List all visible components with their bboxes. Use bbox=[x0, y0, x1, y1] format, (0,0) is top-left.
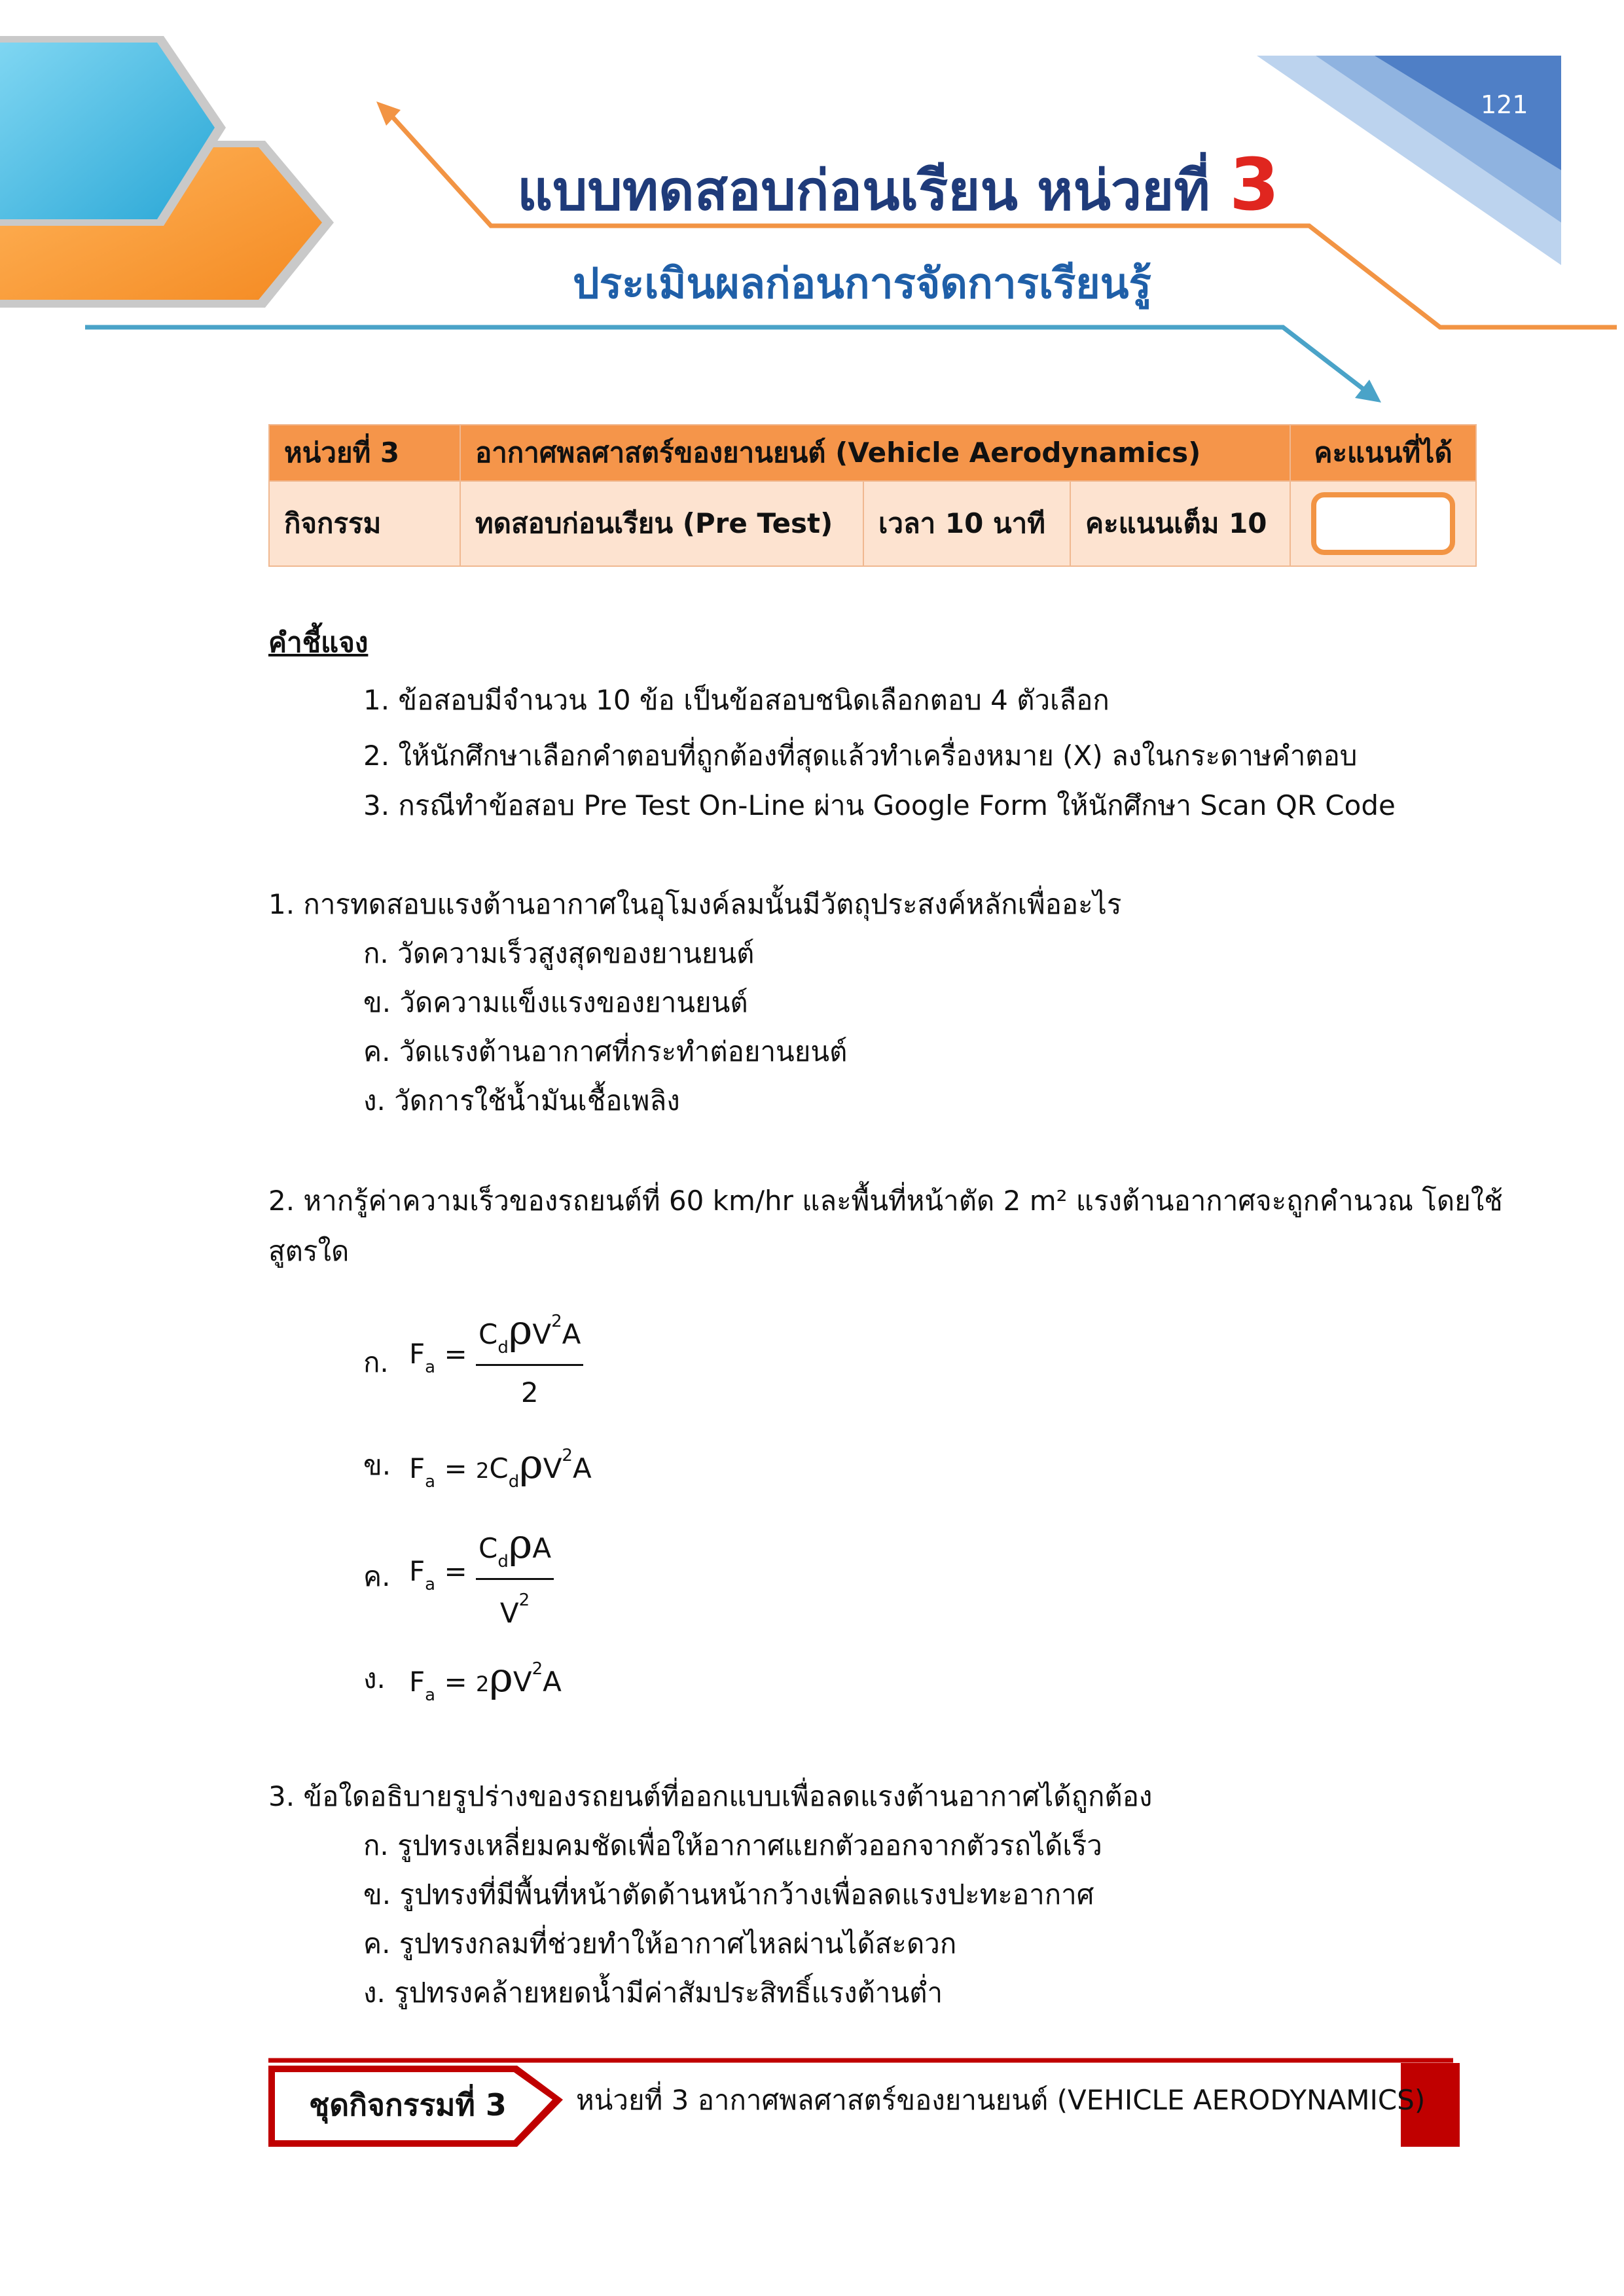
question-2-choice-label: ง. bbox=[363, 1662, 386, 1695]
activity-label-cell: กิจกรรม bbox=[269, 481, 460, 566]
score-header-cell: คะแนนที่ได้ bbox=[1290, 425, 1476, 481]
formula-c: $F_a$ = $\frac{C_d\rho A}{V^2}$ bbox=[409, 1520, 554, 1629]
instruction-item: 1. ข้อสอบมีจำนวน 10 ข้อ เป็นข้อสอบชนิดเลือกตอบ 4 ตัวเลือก bbox=[363, 684, 1110, 716]
page-title bbox=[517, 143, 1280, 234]
question-2-choice-label: ค. bbox=[363, 1560, 391, 1592]
question-3-text: 3. ข้อใดอธิบายรูปร่างของรถยนต์ที่ออกแบบเพื่อลดแรงต้านอากาศได้ถูกต้อง bbox=[268, 1780, 1153, 1812]
question-1-choice: ข. วัดความแข็งแรงของยานยนต์ bbox=[363, 986, 748, 1018]
question-2-text-cont: สูตรใด bbox=[268, 1235, 350, 1267]
question-3-choice: ข. รูปทรงที่มีพื้นที่หน้าตัดด้านหน้ากว้างเพื่อลดแรงปะทะอากาศ bbox=[363, 1878, 1094, 1910]
score-input-box[interactable] bbox=[1311, 492, 1455, 555]
unit-name-cell: อากาศพลศาสตร์ของยานยนต์ (Vehicle Aerodynamics) bbox=[460, 425, 1290, 481]
question-1-choice: ก. วัดความเร็วสูงสุดของยานยนต์ bbox=[363, 937, 755, 969]
instructions-heading: คำชี้แจง bbox=[268, 626, 369, 658]
unit-label-cell: หน่วยที่ 3 bbox=[269, 425, 460, 481]
question-3-choice: ค. รูปทรงกลมที่ช่วยทำให้อากาศไหลผ่านได้สะดวก bbox=[363, 1928, 957, 1960]
question-2-choice-label: ก. bbox=[363, 1346, 389, 1378]
title-text: แบบทดสอบก่อนเรียน หน่วยที่ bbox=[517, 158, 1210, 223]
page-number: 121 bbox=[1481, 90, 1528, 119]
full-score-cell: คะแนนเต็ม 10 bbox=[1070, 481, 1290, 566]
question-2-choice-label: ข. bbox=[363, 1449, 391, 1481]
instruction-item: 2. ให้นักศึกษาเลือกคำตอบที่ถูกต้องที่สุดแล้วทำเครื่องหมาย (X) ลงในกระดาษคำตอบ bbox=[363, 740, 1358, 772]
question-2-text: 2. หากรู้ค่าความเร็วของรถยนต์ที่ 60 km/hr และพื้นที่หน้าตัด 2 m² แรงต้านอากาศจะถูกคำนวณ โดยใช้ bbox=[268, 1185, 1503, 1217]
question-1-choice: ง. วัดการใช้น้ำมันเชื้อเพลิง bbox=[363, 1085, 680, 1117]
question-1-choice: ค. วัดแรงต้านอากาศที่กระทำต่อยานยนต์ bbox=[363, 1035, 848, 1067]
formula-d: $F_a = 2\rho V^2A$ bbox=[409, 1653, 562, 1705]
instruction-item: 3. กรณีทำข้อสอบ Pre Test On-Line ผ่าน Google Form ให้นักศึกษา Scan QR Code bbox=[363, 789, 1396, 821]
question-3-choice: ง. รูปทรงคล้ายหยดน้ำมีค่าสัมประสิทธิ์แรงต้านต่ำ bbox=[363, 1977, 943, 2009]
page-subtitle: ประเมินผลก่อนการจัดการเรียนรู้ bbox=[573, 260, 1151, 308]
formula-a: $F_a$ = $\frac{C_d\rho V^2A}{2}$ bbox=[409, 1306, 583, 1408]
activity-name-cell: ทดสอบก่อนเรียน (Pre Test) bbox=[460, 481, 863, 566]
footer-activity-label: ชุดกิจกรรมที่ 3 bbox=[309, 2087, 507, 2123]
info-table bbox=[268, 424, 1477, 567]
footer-unit-title: หน่วยที่ 3 อากาศพลศาสตร์ของยานยนต์ (VEHICLE AERODYNAMICS) bbox=[576, 2084, 1426, 2116]
question-1-text: 1. การทดสอบแรงต้านอากาศในอุโมงค์ลมนั้นมีวัตถุประสงค์หลักเพื่ออะไร bbox=[268, 888, 1122, 920]
question-3-choice: ก. รูปทรงเหลี่ยมคมชัดเพื่อให้อากาศแยกตัวออกจากตัวรถได้เร็ว bbox=[363, 1829, 1102, 1861]
formula-b: $F_a = 2C_d\rho V^2A$ bbox=[409, 1440, 592, 1492]
score-input-cell bbox=[1290, 481, 1476, 566]
title-unit-number: 3 bbox=[1229, 143, 1280, 226]
time-cell: เวลา 10 นาที bbox=[863, 481, 1070, 566]
